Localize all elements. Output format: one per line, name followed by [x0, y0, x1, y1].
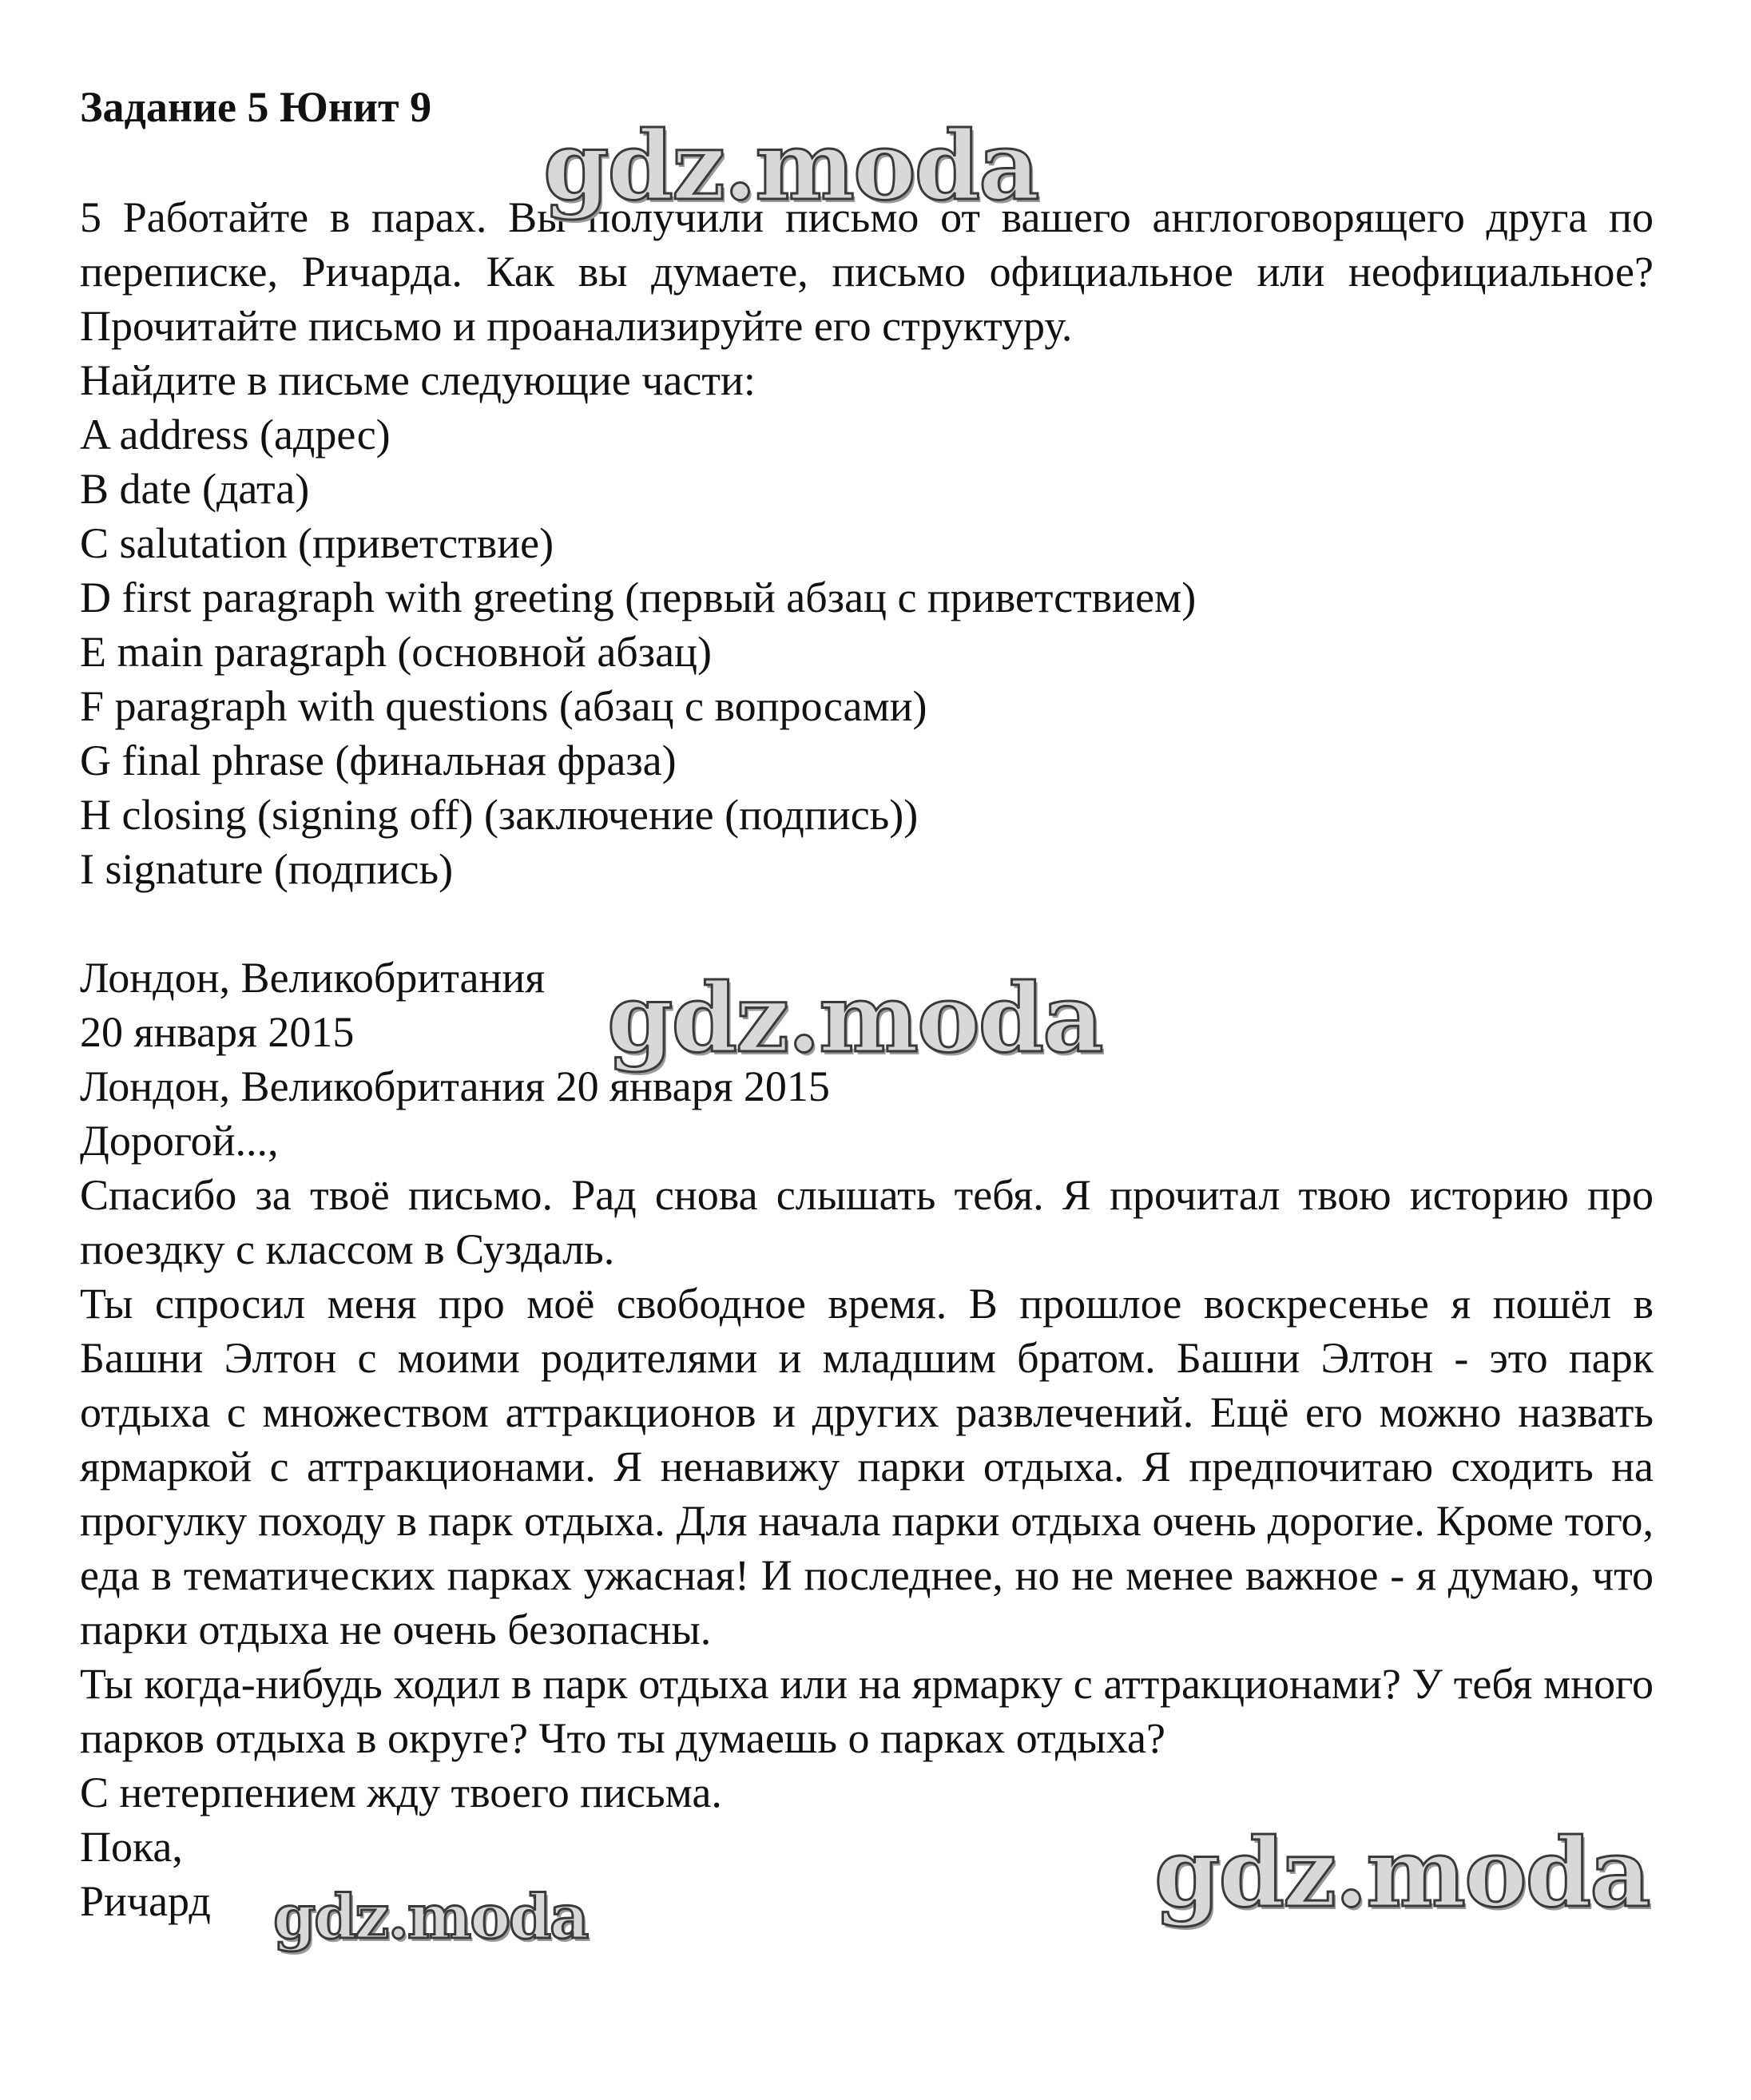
- task-instruction: Найдите в письме следующие части:: [80, 356, 756, 404]
- letter-salutation: Дорогой...,: [80, 1117, 279, 1165]
- letter-final-phrase: С нетерпением жду твоего письма.: [80, 1769, 722, 1816]
- letter-date: 20 января 2015: [80, 1008, 355, 1056]
- spacer: [80, 896, 1654, 951]
- watermark-logo: gdz.moda: [543, 110, 1038, 221]
- part-item-c: C salutation (приветствие): [80, 519, 554, 567]
- part-item-e: E main paragraph (основной абзац): [80, 628, 712, 676]
- letter-signature: Ричард: [80, 1877, 211, 1925]
- part-item-h: H closing (signing off) (заключение (подпись)): [80, 791, 919, 839]
- letter-closing: Пока,: [80, 1823, 183, 1871]
- watermark-logo: gdz.moda: [1154, 1817, 1650, 1928]
- watermark-logo: gdz.moda: [273, 1881, 588, 1952]
- part-item-g: G final phrase (финальная фраза): [80, 736, 677, 784]
- watermark-logo: gdz.moda: [607, 963, 1102, 1074]
- letter-address: Лондон, Великобритания: [80, 954, 546, 1002]
- task-intro: 5 Работайте в парах. Вы получили письмо от вашего англоговорящего друга по переписке, Ричарда. Как вы думаете, письмо официальное или неофициальное? Прочитайте письмо и проанализируйте его структуру.: [80, 193, 1654, 350]
- parts-list: [80, 407, 1654, 896]
- part-item-i: I signature (подпись): [80, 845, 454, 893]
- part-item-d: D first paragraph with greeting (первый абзац с приветствием): [80, 574, 1197, 621]
- part-item-a: A address (адрес): [80, 411, 391, 459]
- part-item-b: B date (дата): [80, 465, 310, 513]
- part-item-f: F paragraph with questions (абзац с вопросами): [80, 682, 927, 730]
- letter-paragraph-main: Ты спросил меня про моё свободное время. В прошлое воскресенье я пошёл в Башни Элтон с моими родителями и младшим братом. Башни Элтон - это парк отдыха с множеством аттракционов и других развлечений. Ещё его можно назвать ярмаркой с аттракционами. Я ненавижу парки отдыха. Я предпочитаю сходить на прогулку походу в парк отдыха. Для начала парки отдыха очень дорогие. Кроме того, еда в тематических парках ужасная! И последнее, но не менее важное - я думаю, что парки отдыха не очень безопасны.: [80, 1280, 1654, 1653]
- task-title: Задание 5 Юнит 9: [80, 83, 432, 131]
- letter-paragraph-greeting: Спасибо за твоё письмо. Рад снова слышать тебя. Я прочитал твою историю про поездку с классом в Суздаль.: [80, 1171, 1654, 1273]
- letter-address-date: Лондон, Великобритания 20 января 2015: [80, 1062, 830, 1110]
- letter: [80, 951, 1654, 1928]
- document-page: [80, 80, 1654, 1928]
- letter-paragraph-questions: Ты когда-нибудь ходил в парк отдыха или на ярмарку с аттракционами? У тебя много парков отдыха в округе? Что ты думаешь о парках отдыха?: [80, 1660, 1654, 1762]
